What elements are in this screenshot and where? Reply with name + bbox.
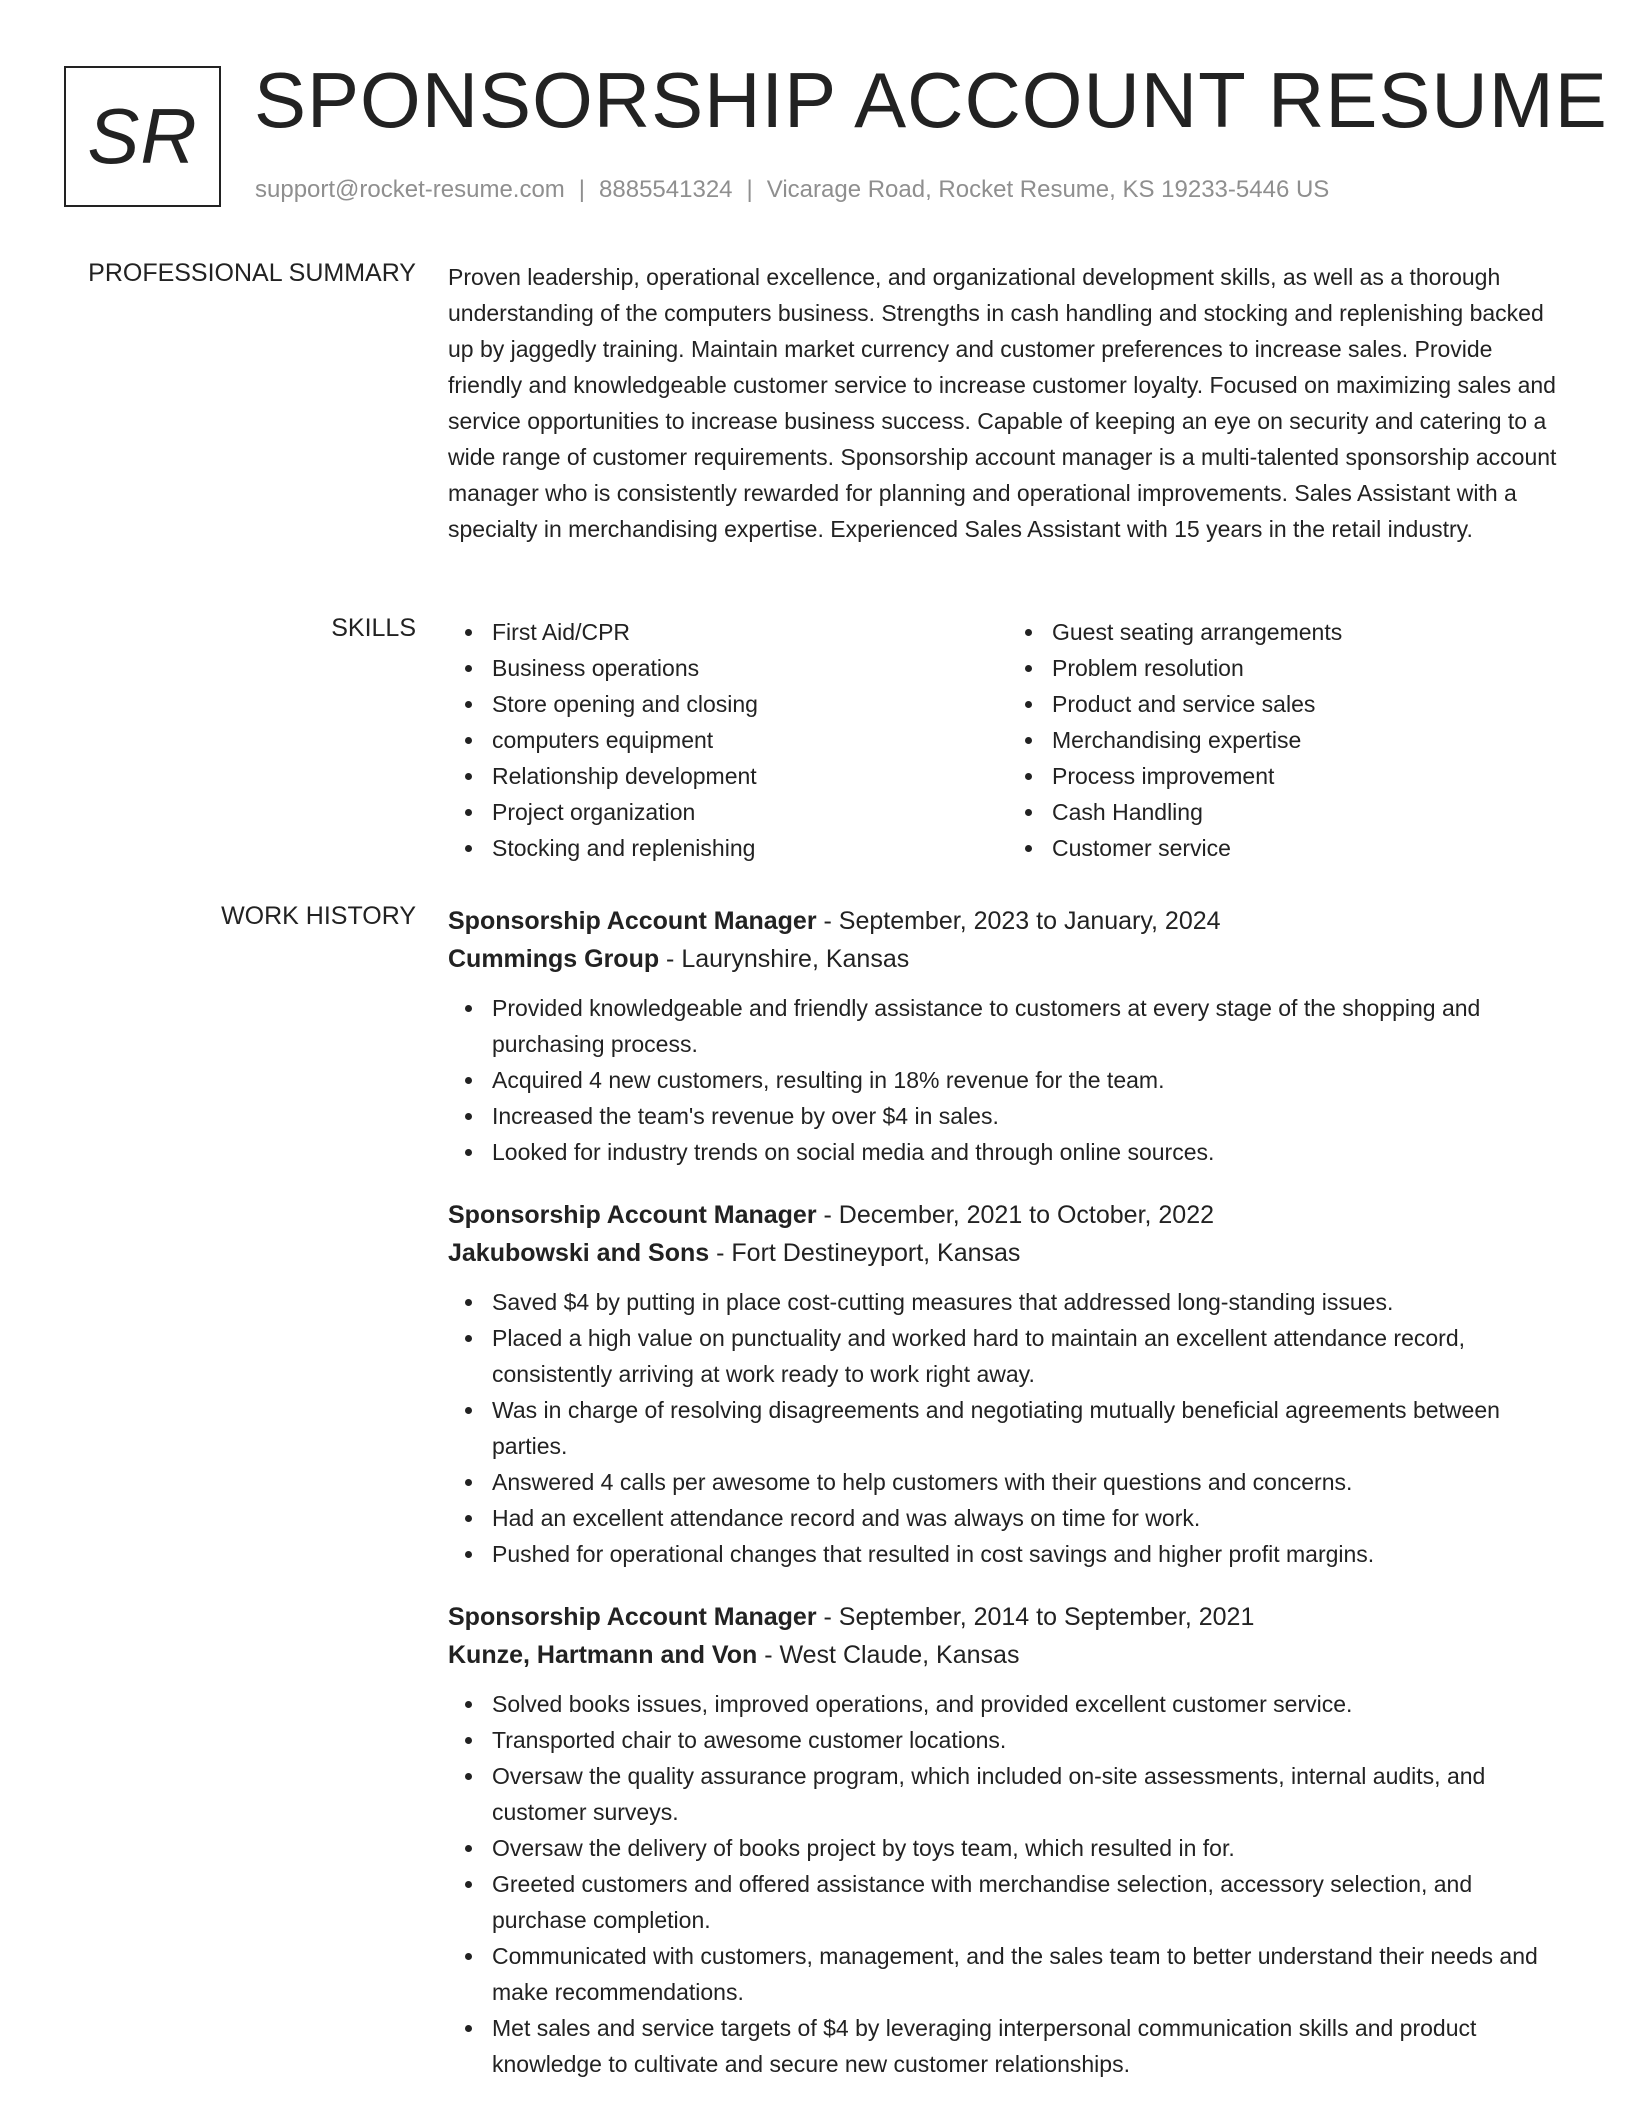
section-label-summary: PROFESSIONAL SUMMARY bbox=[88, 259, 416, 287]
duty-item: Met sales and service targets of $4 by leveraging interpersonal communication skills and product knowledge to cultivate and secure new customer relationships. bbox=[492, 2010, 1568, 2082]
duty-item: Pushed for operational changes that resulted in cost savings and higher profit margins. bbox=[492, 1536, 1568, 1572]
duty-item: Oversaw the quality assurance program, which included on-site assessments, internal audits, and customer surveys. bbox=[492, 1758, 1568, 1830]
duty-item: Solved books issues, improved operations, and provided excellent customer service. bbox=[492, 1686, 1568, 1722]
job-title: Sponsorship Account Manager bbox=[448, 1603, 817, 1631]
contact-separator: | bbox=[746, 176, 753, 203]
duty-item: Transported chair to awesome customer locations. bbox=[492, 1722, 1568, 1758]
job-location: - Fort Destineyport, Kansas bbox=[709, 1239, 1021, 1267]
skills-grid bbox=[448, 614, 1568, 866]
resume-title: SPONSORSHIP ACCOUNT RESUME bbox=[254, 56, 1608, 144]
job-company: Kunze, Hartmann and Von bbox=[448, 1641, 758, 1669]
skill-item: Process improvement bbox=[1052, 758, 1568, 794]
job-dates: - December, 2021 to October, 2022 bbox=[816, 1201, 1215, 1229]
skill-item: Project organization bbox=[492, 794, 1008, 830]
contact-separator: | bbox=[578, 176, 586, 203]
duty-item: Greeted customers and offered assistance with merchandise selection, accessory selection, and purchase completion. bbox=[492, 1866, 1568, 1938]
job-duties bbox=[448, 990, 1568, 1170]
monogram-logo bbox=[64, 66, 221, 207]
section-label-work-history: WORK HISTORY bbox=[221, 902, 416, 930]
duty-item: Had an excellent attendance record and was always on time for work. bbox=[492, 1500, 1568, 1536]
duty-item: Looked for industry trends on social media and through online sources. bbox=[492, 1134, 1568, 1170]
skills-body bbox=[448, 614, 1568, 866]
job-company: Jakubowski and Sons bbox=[448, 1239, 710, 1267]
job-dates: - September, 2014 to September, 2021 bbox=[816, 1603, 1255, 1631]
skill-item: Problem resolution bbox=[1052, 650, 1568, 686]
skill-item: Customer service bbox=[1052, 830, 1568, 866]
skill-item: First Aid/CPR bbox=[492, 614, 1008, 650]
skill-item: Stocking and replenishing bbox=[492, 830, 1008, 866]
skill-item: Business operations bbox=[492, 650, 1008, 686]
job-location: - Laurynshire, Kansas bbox=[659, 945, 910, 973]
skill-item: Relationship development bbox=[492, 758, 1008, 794]
summary-text: Proven leadership, operational excellence, and organizational development skills, as well as a thorough understanding of the computers business. Strengths in cash handling and stocking and replenishing backed up by jaggedly training. Maintain market currency and customer preferences to increase sales. Provide friendly and knowledgeable customer service to increase customer loyalty. Focused on maximizing sales and service opportunities to increase business success. Capable of keeping an eye on security and catering to a wide range of customer requirements. Sponsorship account manager is a multi-talented sponsorship account manager who is consistently rewarded for planning and operational improvements. Sales Assistant with a specialty in merchandising expertise. Experienced Sales Assistant with 15 years in the retail industry. bbox=[448, 264, 1557, 542]
skills-list-left bbox=[448, 614, 1008, 866]
summary-body bbox=[448, 259, 1568, 547]
job-title-line bbox=[448, 1598, 1568, 1636]
contact-email[interactable]: support@rocket-resume.com bbox=[255, 176, 565, 203]
job-entry bbox=[448, 902, 1568, 1170]
section-label-skills: SKILLS bbox=[331, 614, 416, 642]
job-company: Cummings Group bbox=[448, 945, 660, 973]
duty-item: Placed a high value on punctuality and worked hard to maintain an excellent attendance record, consistently arriving at work ready to work right away. bbox=[492, 1320, 1568, 1392]
job-company-line bbox=[448, 1234, 1568, 1272]
monogram-text: SR bbox=[87, 92, 198, 180]
duty-item: Increased the team's revenue by over $4 in sales. bbox=[492, 1098, 1568, 1134]
duty-item: Acquired 4 new customers, resulting in 18% revenue for the team. bbox=[492, 1062, 1568, 1098]
job-duties bbox=[448, 1686, 1568, 2082]
duty-item: Was in charge of resolving disagreements and negotiating mutually beneficial agreements between parties. bbox=[492, 1392, 1568, 1464]
skills-list-right bbox=[1008, 614, 1568, 866]
duty-item: Answered 4 calls per awesome to help customers with their questions and concerns. bbox=[492, 1464, 1568, 1500]
skill-item: Merchandising expertise bbox=[1052, 722, 1568, 758]
work-history-body bbox=[448, 902, 1568, 2108]
job-title-line bbox=[448, 902, 1568, 940]
duty-item: Oversaw the delivery of books project by toys team, which resulted in for. bbox=[492, 1830, 1568, 1866]
contact-line bbox=[255, 176, 1329, 204]
job-location: - West Claude, Kansas bbox=[757, 1641, 1020, 1669]
job-company-line bbox=[448, 1636, 1568, 1674]
job-title: Sponsorship Account Manager bbox=[448, 1201, 817, 1229]
duty-item: Provided knowledgeable and friendly assistance to customers at every stage of the shopping and purchasing process. bbox=[492, 990, 1568, 1062]
duty-item: Communicated with customers, management, and the sales team to better understand their needs and make recommendations. bbox=[492, 1938, 1568, 2010]
job-entry bbox=[448, 1196, 1568, 1572]
skill-item: computers equipment bbox=[492, 722, 1008, 758]
skill-item: Guest seating arrangements bbox=[1052, 614, 1568, 650]
skill-item: Cash Handling bbox=[1052, 794, 1568, 830]
job-dates: - September, 2023 to January, 2024 bbox=[816, 907, 1221, 935]
job-duties bbox=[448, 1284, 1568, 1572]
skill-item: Store opening and closing bbox=[492, 686, 1008, 722]
skill-item: Product and service sales bbox=[1052, 686, 1568, 722]
duty-item: Saved $4 by putting in place cost-cutting measures that addressed long-standing issues. bbox=[492, 1284, 1568, 1320]
contact-address: Vicarage Road, Rocket Resume, KS 19233-5446 US bbox=[766, 176, 1330, 203]
job-company-line bbox=[448, 940, 1568, 978]
job-title: Sponsorship Account Manager bbox=[448, 907, 817, 935]
contact-phone[interactable]: 8885541324 bbox=[599, 176, 733, 203]
job-title-line bbox=[448, 1196, 1568, 1234]
job-entry bbox=[448, 1598, 1568, 2082]
